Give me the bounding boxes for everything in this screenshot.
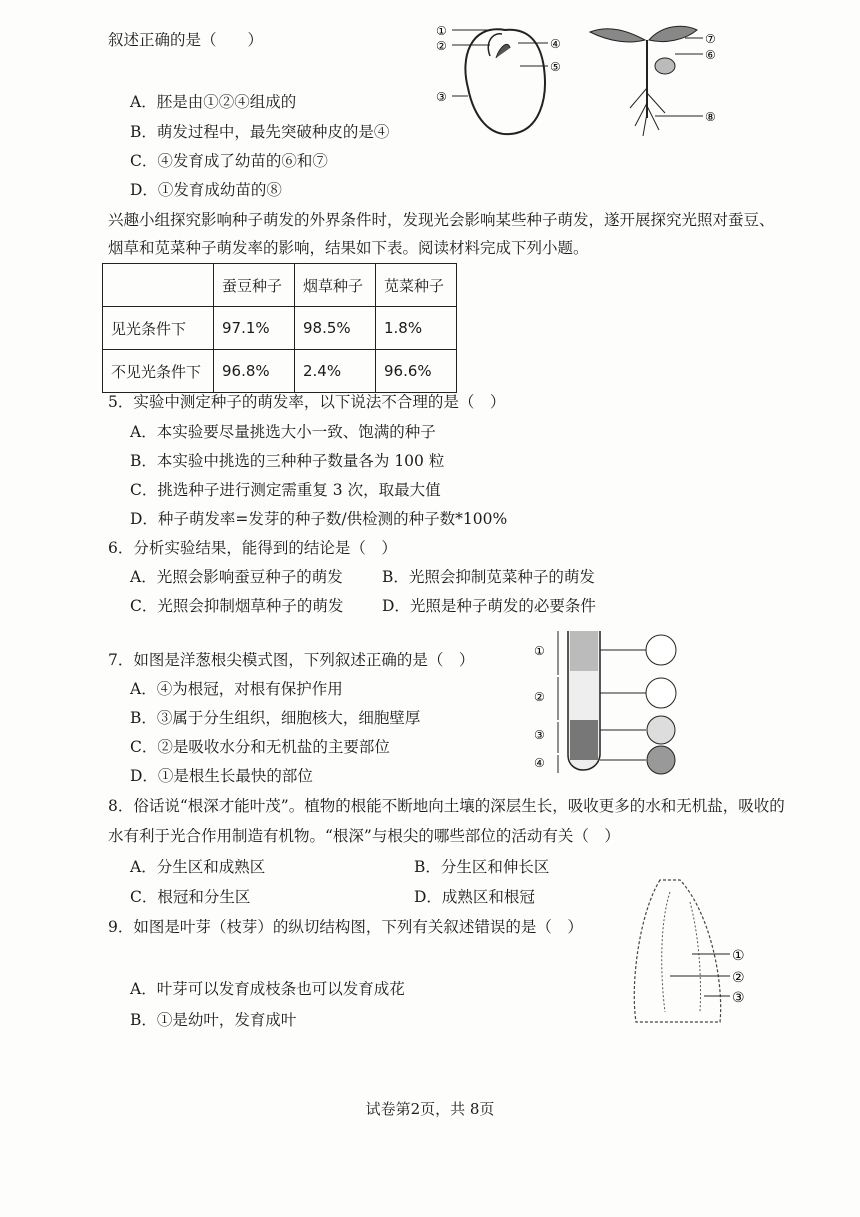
q5-option-d: D．种子萌发率=发芽的种子数/供检测的种子数*100% xyxy=(130,510,508,528)
q8-option-d: D．成熟区和根冠 xyxy=(414,888,535,906)
root-label-3: ③ xyxy=(534,728,545,742)
table-cell: 1.8% xyxy=(376,307,457,350)
table-header-cell: 烟草种子 xyxy=(295,264,376,307)
table-cell: 97.1% xyxy=(214,307,295,350)
q6-stem: 6．分析实验结果，能得到的结论是（ ） xyxy=(108,539,397,557)
q5-stem: 5．实验中测定种子的萌发率，以下说法不合理的是（ ） xyxy=(108,393,506,411)
page-footer: 试卷第2页，共 8页 xyxy=(365,1100,495,1118)
q8-option-b: B．分生区和伸长区 xyxy=(414,858,550,876)
bud-label-3: ③ xyxy=(732,990,745,1006)
q5-option-c: C．挑选种子进行测定需重复 3 次，取最大值 xyxy=(130,481,441,499)
q6-option-b: B．光照会抑制苋菜种子的萌发 xyxy=(382,568,595,586)
q4-option-a: A．胚是由①②④组成的 xyxy=(130,93,297,111)
seedling-label-7: ⑦ xyxy=(705,32,716,46)
q6-option-c: C．光照会抑制烟草种子的萌发 xyxy=(130,597,344,615)
root-label-1: ① xyxy=(534,644,545,658)
q9-stem: 9．如图是叶芽（枝芽）的纵切结构图，下列有关叙述错误的是（ ） xyxy=(108,918,583,936)
q5-option-a: A．本实验要尽量挑选大小一致、饱满的种子 xyxy=(130,423,436,441)
germination-table xyxy=(102,263,457,393)
table-cell: 见光条件下 xyxy=(103,307,214,350)
bud-label-1: ① xyxy=(732,948,745,964)
q9-option-a: A．叶芽可以发育成枝条也可以发育成花 xyxy=(130,980,405,998)
bean-seed-diagram xyxy=(430,18,580,143)
table-header-cell: 蚕豆种子 xyxy=(214,264,295,307)
intro-line-2: 烟草和苋菜种子萌发率的影响，结果如下表。阅读材料完成下列小题。 xyxy=(108,239,589,257)
q8-option-a: A．分生区和成熟区 xyxy=(130,858,266,876)
bud-label-2: ② xyxy=(732,970,745,986)
leaf-bud-diagram xyxy=(620,872,760,1032)
q4-option-d: D．①发育成幼苗的⑧ xyxy=(130,181,282,199)
table-cell: 不见光条件下 xyxy=(103,350,214,393)
q4-stem: 叙述正确的是（ ） xyxy=(108,31,264,49)
table-cell: 98.5% xyxy=(295,307,376,350)
seed-label-2: ② xyxy=(436,39,447,53)
q6-option-a: A．光照会影响蚕豆种子的萌发 xyxy=(130,568,343,586)
q9-option-b: B．①是幼叶，发育成叶 xyxy=(130,1011,297,1029)
q4-option-c: C．④发育成了幼苗的⑥和⑦ xyxy=(130,152,328,170)
q4-option-b: B．萌发过程中，最先突破种皮的是④ xyxy=(130,123,390,141)
table-cell: 96.8% xyxy=(214,350,295,393)
table-row xyxy=(103,350,457,393)
seed-label-3: ③ xyxy=(436,90,447,104)
seedling-label-8: ⑧ xyxy=(705,110,716,124)
q7-option-d: D．①是根生长最快的部位 xyxy=(130,767,313,785)
q7-stem: 7．如图是洋葱根尖模式图，下列叙述正确的是（ ） xyxy=(108,651,475,669)
seed-label-1: ① xyxy=(436,24,447,38)
root-label-4: ④ xyxy=(534,756,545,770)
intro-line-1: 兴趣小组探究影响种子萌发的外界条件时，发现光会影响某些种子萌发，遂开展探究光照对蚕豆、 xyxy=(108,211,775,229)
seed-label-4: ④ xyxy=(550,37,561,51)
table-cell: 96.6% xyxy=(376,350,457,393)
table-header-cell: 苋菜种子 xyxy=(376,264,457,307)
table-cell: 2.4% xyxy=(295,350,376,393)
q8-option-c: C．根冠和分生区 xyxy=(130,888,251,906)
q8-stem-line-1: 8．俗话说“根深才能叶茂”。植物的根能不断地向土壤的深层生长，吸收更多的水和无机盐，吸收的 xyxy=(108,797,785,815)
q7-option-b: B．③属于分生组织，细胞核大，细胞壁厚 xyxy=(130,709,421,727)
q7-option-a: A．④为根冠，对根有保护作用 xyxy=(130,680,343,698)
table-header-cell xyxy=(103,264,214,307)
seedling-label-6: ⑥ xyxy=(705,48,716,62)
root-label-2: ② xyxy=(534,690,545,704)
onion-root-tip-diagram xyxy=(528,625,688,785)
seed-label-5: ⑤ xyxy=(550,60,561,74)
table-row xyxy=(103,307,457,350)
table-header-row xyxy=(103,264,457,307)
q5-option-b: B．本实验中挑选的三种种子数量各为 100 粒 xyxy=(130,452,445,470)
q6-option-d: D．光照是种子萌发的必要条件 xyxy=(382,597,596,615)
q8-stem-line-2: 水有利于光合作用制造有机物。“根深”与根尖的哪些部位的活动有关（ ） xyxy=(108,827,620,845)
q7-option-c: C．②是吸收水分和无机盐的主要部位 xyxy=(130,738,390,756)
seedling-diagram xyxy=(585,18,725,143)
